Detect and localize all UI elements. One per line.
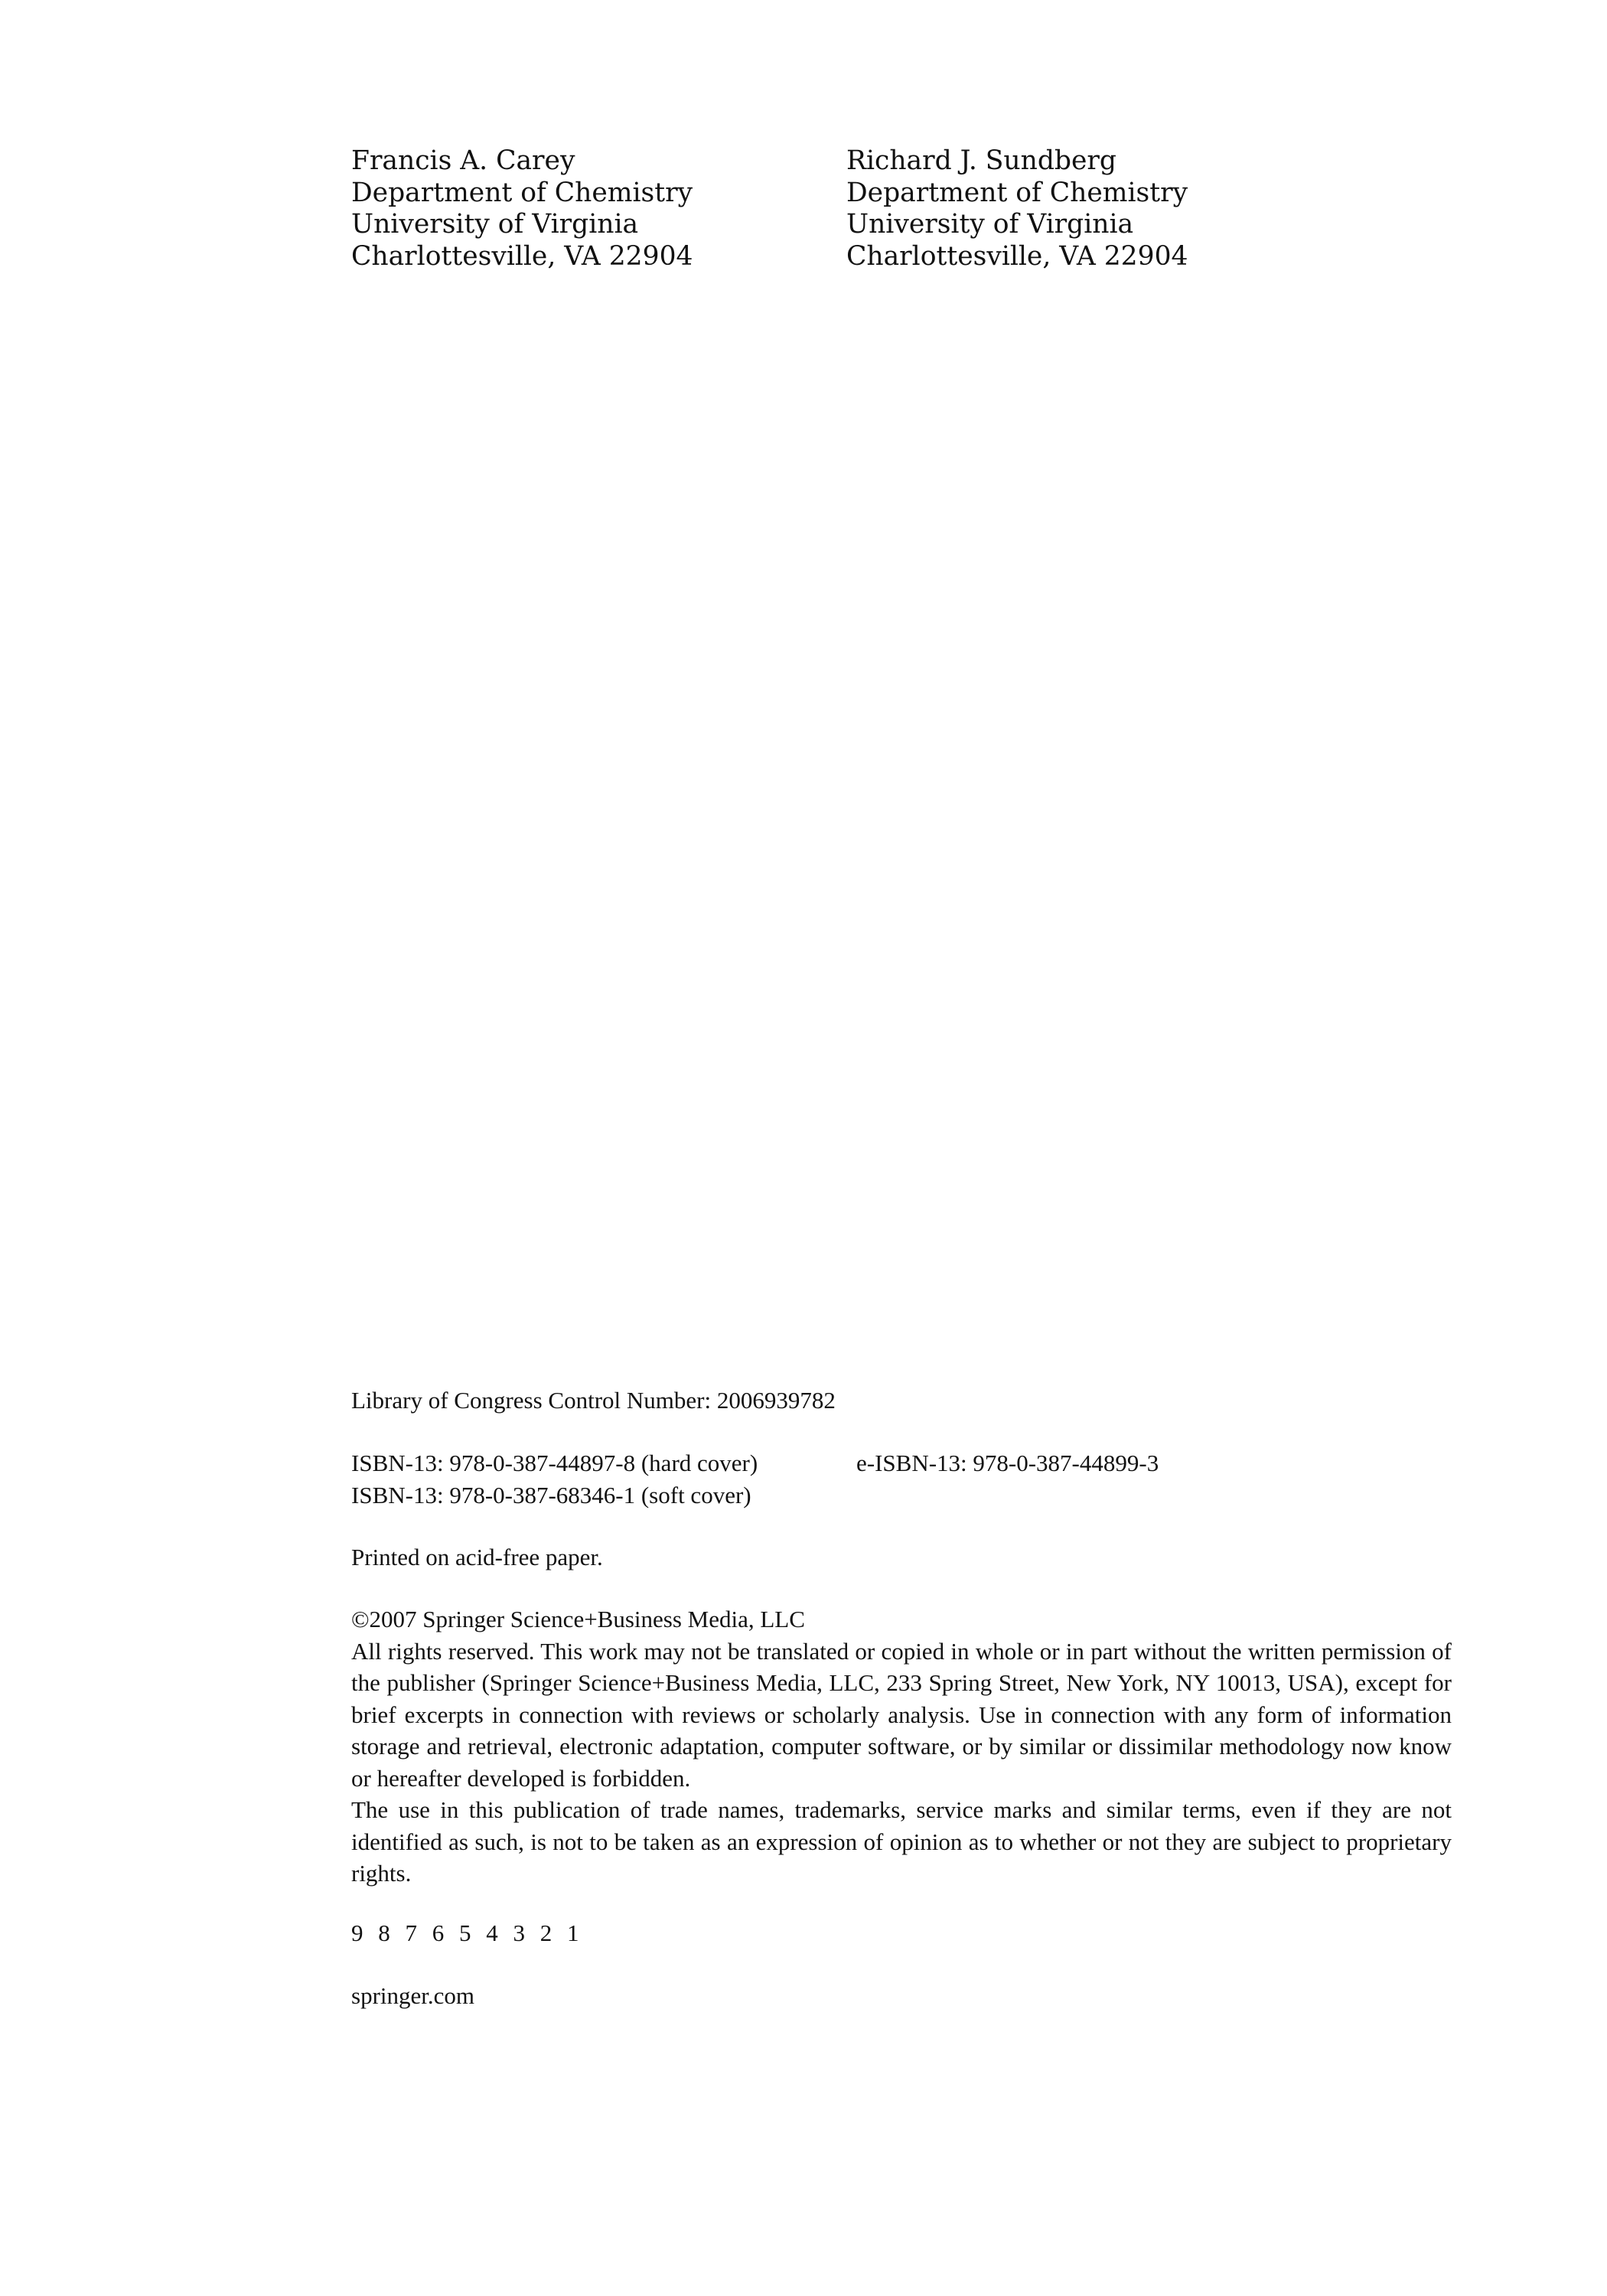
author-city: Charlottesville, VA 22904 [351, 240, 693, 272]
isbn-block [351, 1447, 1452, 1511]
isbn-row-hard [351, 1447, 1452, 1479]
eisbn: e-ISBN-13: 978-0-387-44899-3 [856, 1450, 1159, 1476]
author-department: Department of Chemistry [846, 177, 1188, 208]
isbn-soft-cover: ISBN-13: 978-0-387-68346-1 (soft cover) [351, 1481, 751, 1508]
author-city: Charlottesville, VA 22904 [846, 240, 1188, 272]
paper-note [351, 1541, 1452, 1574]
lccn-text: Library of Congress Control Number: 2006939782 [351, 1387, 836, 1414]
copyright-line: ©2007 Springer Science+Business Media, LLC [351, 1606, 805, 1632]
author-block-sundberg [846, 145, 1188, 272]
isbn-hard-cover: ISBN-13: 978-0-387-44897-8 (hard cover) [351, 1450, 758, 1476]
author-department: Department of Chemistry [351, 177, 693, 208]
author-university: University of Virginia [351, 209, 639, 240]
print-line [351, 1917, 1452, 1949]
author-name: Richard J. Sundberg [846, 145, 1116, 176]
lccn-line [351, 1384, 1452, 1417]
paper-note-text: Printed on acid-free paper. [351, 1544, 603, 1570]
website-text: springer.com [351, 1982, 474, 2009]
copyright-block [351, 1603, 1452, 1890]
author-block-carey [351, 145, 693, 272]
rights-paragraph: All rights reserved. This work may not be translated or copied in whole or in part without the written permission of the publisher (Springer Science+Business Media, LLC, 233 Spring Street, New York, NY 10013, USA), except for brief excerpts in connection with reviews or scholarly analysis. Use in connection with any form of information storage and retrieval, electronic adaptation, computer software, or by similar or dissimilar methodology now know or hereafter developed is forbidden. [351, 1637, 1452, 1792]
isbn-row-soft [351, 1479, 1452, 1512]
publisher-website [351, 1980, 1452, 2012]
author-university: University of Virginia [846, 209, 1134, 240]
print-line-numbers: 9 8 7 6 5 4 3 2 1 [351, 1919, 579, 1946]
trademark-paragraph: The use in this publication of trade names, trademarks, service marks and similar terms, even if they are not identified as such, is not to be taken as an expression of opinion as to whether or not they are subject to proprietary rights. [351, 1796, 1452, 1887]
author-name: Francis A. Carey [351, 145, 575, 176]
